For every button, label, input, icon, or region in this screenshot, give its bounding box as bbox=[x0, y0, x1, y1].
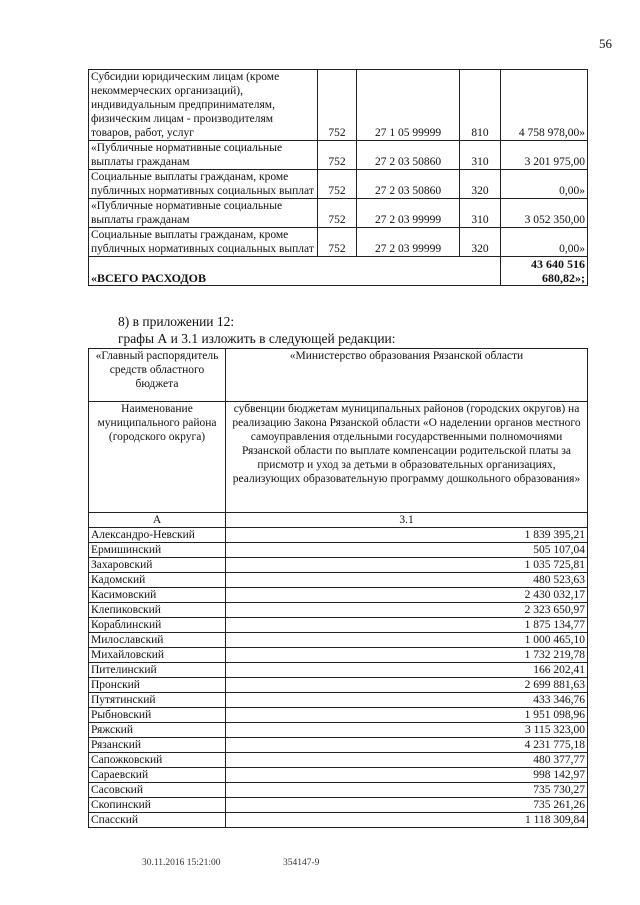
district-row bbox=[89, 813, 588, 828]
district-name: Ермишинский bbox=[89, 543, 226, 558]
district-row bbox=[89, 708, 588, 723]
district-amount: 480 523,63 bbox=[226, 573, 588, 588]
total-amount: 43 640 516 680,82»; bbox=[501, 257, 588, 286]
budget-code: 752 bbox=[318, 228, 357, 257]
district-name: Милославский bbox=[89, 633, 226, 648]
column-a-label: А bbox=[89, 513, 226, 528]
target-article: 27 2 03 99999 bbox=[357, 228, 460, 257]
budget-code: 752 bbox=[318, 170, 357, 199]
expense-row bbox=[89, 70, 588, 141]
header-subvention-description: субвенции бюджетам муниципальных районов (городских округов) на реализацию Закона Рязанской области «О наделении органов местного самоуправления отдельными государственными полномочиями Рязанской области по выплате компенсации родительской платы за присмотр и уход за детьми в образовательных организациях, реализующих образовательную программу дошкольного образования» bbox=[226, 402, 588, 513]
expense-row bbox=[89, 141, 588, 170]
district-row bbox=[89, 798, 588, 813]
district-amount: 4 231 775,18 bbox=[226, 738, 588, 753]
expense-name: Субсидии юридическим лицам (кроме некоммерческих организаций), индивидуальным предпринимателям, физическим лицам - производителям товаров, работ, услуг bbox=[89, 70, 318, 141]
target-article: 27 2 03 99999 bbox=[357, 199, 460, 228]
target-article: 27 1 05 99999 bbox=[357, 70, 460, 141]
district-row bbox=[89, 738, 588, 753]
district-row bbox=[89, 693, 588, 708]
district-amount: 3 115 323,00 bbox=[226, 723, 588, 738]
district-amount: 505 107,04 bbox=[226, 543, 588, 558]
district-name: Ряжский bbox=[89, 723, 226, 738]
expense-amount: 3 052 350,00 bbox=[501, 199, 588, 228]
expense-amount: 0,00» bbox=[501, 228, 588, 257]
district-amount: 480 377,77 bbox=[226, 753, 588, 768]
district-amount: 166 202,41 bbox=[226, 663, 588, 678]
column-3-1-label: 3.1 bbox=[226, 513, 588, 528]
expense-name: Социальные выплаты гражданам, кроме публичных нормативных социальных выплат bbox=[89, 170, 318, 199]
expense-kind: 310 bbox=[460, 141, 501, 170]
district-name: Касимовский bbox=[89, 588, 226, 603]
expense-table bbox=[88, 69, 588, 286]
district-row bbox=[89, 588, 588, 603]
district-row bbox=[89, 603, 588, 618]
district-name: Скопинский bbox=[89, 798, 226, 813]
district-name: Спасский bbox=[89, 813, 226, 828]
expense-amount: 0,00» bbox=[501, 170, 588, 199]
district-row bbox=[89, 543, 588, 558]
district-row bbox=[89, 753, 588, 768]
district-amount: 433 346,76 bbox=[226, 693, 588, 708]
expense-amount: 3 201 975,00 bbox=[501, 141, 588, 170]
district-amount: 998 142,97 bbox=[226, 768, 588, 783]
district-name: Сапожковский bbox=[89, 753, 226, 768]
district-amount: 2 323 650,97 bbox=[226, 603, 588, 618]
district-row bbox=[89, 783, 588, 798]
district-row bbox=[89, 678, 588, 693]
page-number: 56 bbox=[599, 36, 612, 51]
budget-code: 752 bbox=[318, 199, 357, 228]
district-row bbox=[89, 618, 588, 633]
expense-row bbox=[89, 199, 588, 228]
district-row bbox=[89, 558, 588, 573]
district-name: Путятинский bbox=[89, 693, 226, 708]
total-label: «ВСЕГО РАСХОДОВ bbox=[89, 257, 501, 286]
district-row bbox=[89, 723, 588, 738]
district-name: Рязанский bbox=[89, 738, 226, 753]
district-row bbox=[89, 528, 588, 543]
district-amount: 1 951 098,96 bbox=[226, 708, 588, 723]
expense-name: «Публичные нормативные социальные выплаты гражданам bbox=[89, 199, 318, 228]
district-row bbox=[89, 663, 588, 678]
district-name: Кораблинский bbox=[89, 618, 226, 633]
target-article: 27 2 03 50860 bbox=[357, 141, 460, 170]
footer-date: 30.11.2016 15:21:00 bbox=[142, 858, 221, 868]
district-row bbox=[89, 768, 588, 783]
district-amount: 1 035 725,81 bbox=[226, 558, 588, 573]
district-amount: 2 699 881,63 bbox=[226, 678, 588, 693]
paragraph-amendment: 8) в приложении 12: bbox=[118, 314, 235, 329]
district-amount: 1 839 395,21 bbox=[226, 528, 588, 543]
expense-row bbox=[89, 228, 588, 257]
district-name: Сасовский bbox=[89, 783, 226, 798]
district-name: Михайловский bbox=[89, 648, 226, 663]
expense-row bbox=[89, 170, 588, 199]
expense-kind: 310 bbox=[460, 199, 501, 228]
district-name: Кадомский bbox=[89, 573, 226, 588]
district-name: Клепиковский bbox=[89, 603, 226, 618]
budget-code: 752 bbox=[318, 141, 357, 170]
expense-kind: 320 bbox=[460, 228, 501, 257]
header-district-label: Наименование муниципального района (городского округа) bbox=[89, 402, 226, 513]
expense-name: Социальные выплаты гражданам, кроме публичных нормативных социальных выплат bbox=[89, 228, 318, 257]
target-article: 27 2 03 50860 bbox=[357, 170, 460, 199]
expense-kind: 810 bbox=[460, 70, 501, 141]
district-name: Александро-Невский bbox=[89, 528, 226, 543]
header-main-administrator-label: «Главный распорядитель средств областного бюджета bbox=[89, 349, 226, 402]
district-name: Захаровский bbox=[89, 558, 226, 573]
district-amount: 2 430 032,17 bbox=[226, 588, 588, 603]
district-amount: 735 730,27 bbox=[226, 783, 588, 798]
district-name: Пронский bbox=[89, 678, 226, 693]
district-name: Сараевский bbox=[89, 768, 226, 783]
expense-amount: 4 758 978,00» bbox=[501, 70, 588, 141]
header-ministry-name: «Министерство образования Рязанской области bbox=[226, 349, 588, 402]
district-amount: 1 118 309,84 bbox=[226, 813, 588, 828]
total-row bbox=[89, 257, 588, 286]
footer-code: 354147-9 bbox=[283, 858, 320, 868]
district-row bbox=[89, 648, 588, 663]
budget-code: 752 bbox=[318, 70, 357, 141]
district-amount: 1 875 134,77 bbox=[226, 618, 588, 633]
district-amount: 1 732 219,78 bbox=[226, 648, 588, 663]
district-row bbox=[89, 573, 588, 588]
district-amount: 735 261,26 bbox=[226, 798, 588, 813]
district-name: Рыбновский bbox=[89, 708, 226, 723]
district-amount: 1 000 465,10 bbox=[226, 633, 588, 648]
appendix-table bbox=[88, 348, 588, 828]
expense-name: «Публичные нормативные социальные выплаты гражданам bbox=[89, 141, 318, 170]
paragraph-instruction: графы А и 3.1 изложить в следующей редакции: bbox=[118, 331, 396, 346]
district-row bbox=[89, 633, 588, 648]
district-name: Пителинский bbox=[89, 663, 226, 678]
expense-kind: 320 bbox=[460, 170, 501, 199]
